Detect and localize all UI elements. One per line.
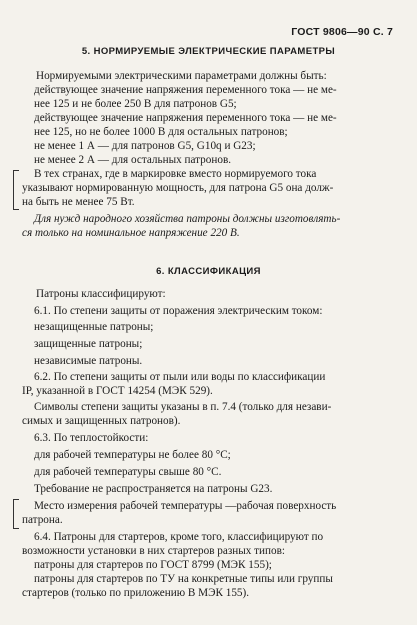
text-line: для рабочей температуры не более 80 °С; (34, 449, 231, 461)
text-line: указывают нормированную мощность, для патрона G5 она долж- (22, 182, 334, 194)
text-line: Требование не распространяется на патроны G23. (34, 483, 273, 495)
text-line: патрона. (22, 514, 63, 526)
section-5-title: 5. НОРМИРУЕМЫЕ ЭЛЕКТРИЧЕСКИЕ ПАРАМЕТРЫ (81, 46, 336, 57)
text-line: незащищенные патроны; (34, 321, 154, 333)
text-line: для рабочей температуры свыше 80 °С. (34, 466, 222, 478)
text-line: патроны для стартеров по ТУ на конкретные типы или группы (34, 573, 333, 585)
text-line: возможности установки в них стартеров разных типов: (22, 545, 286, 557)
text-line: Символы степени защиты указаны в п. 7.4 (только для незави- (34, 401, 332, 413)
text-line: 6.3. По теплостойкости: (34, 432, 149, 444)
text-line: действующее значение напряжения переменного тока — не ме- (34, 84, 337, 96)
text-line: защищенные патроны; (34, 338, 143, 350)
text-line: стартеров (только по приложению В МЭК 155). (22, 587, 250, 599)
revision-mark (13, 499, 19, 529)
revision-mark (13, 170, 19, 210)
text-line: ся только на номинальное напряжение 220 В. (22, 227, 240, 239)
text-line: действующее значение напряжения переменного тока — не ме- (34, 112, 337, 124)
text-line: 6.4. Патроны для стартеров, кроме того, классифицируют по (34, 531, 324, 543)
text-line: независимые патроны. (34, 355, 143, 367)
text-line: В тех странах, где в маркировке вместо нормируемого тока (34, 168, 317, 180)
page-header: ГОСТ 9806—90 С. 7 (291, 26, 393, 38)
text-line: Патроны классифицируют: (36, 288, 166, 300)
text-line: Нормируемыми электрическими параметрами должны быть: (36, 70, 327, 82)
text-line: 6.1. По степени защиты от поражения электрическим током: (34, 305, 323, 317)
text-line: симых и защищенных патронов). (22, 415, 181, 427)
text-line: не менее 2 А — для остальных патронов. (34, 154, 232, 166)
text-line: Место измерения рабочей температуры —рабочая поверхность (34, 500, 337, 512)
text-line: IP, указанной в ГОСТ 14254 (МЭК 529). (22, 385, 213, 397)
text-line: патроны для стартеров по ГОСТ 8799 (МЭК 155); (34, 559, 272, 571)
text-line: нее 125 и не более 250 В для патронов G5; (34, 98, 237, 110)
text-line: Для нужд народного хозяйства патроны должны изготовлять- (34, 213, 341, 225)
text-line: на быть не менее 75 Вт. (22, 196, 135, 208)
text-line: не менее 1 А — для патронов G5, G10q и G23; (34, 140, 256, 152)
text-line: 6.2. По степени защиты от пыли или воды по классификации (34, 371, 326, 383)
section-6-title: 6. КЛАССИФИКАЦИЯ (156, 266, 261, 277)
text-line: нее 125, но не более 1000 В для остальных патронов; (34, 126, 288, 138)
